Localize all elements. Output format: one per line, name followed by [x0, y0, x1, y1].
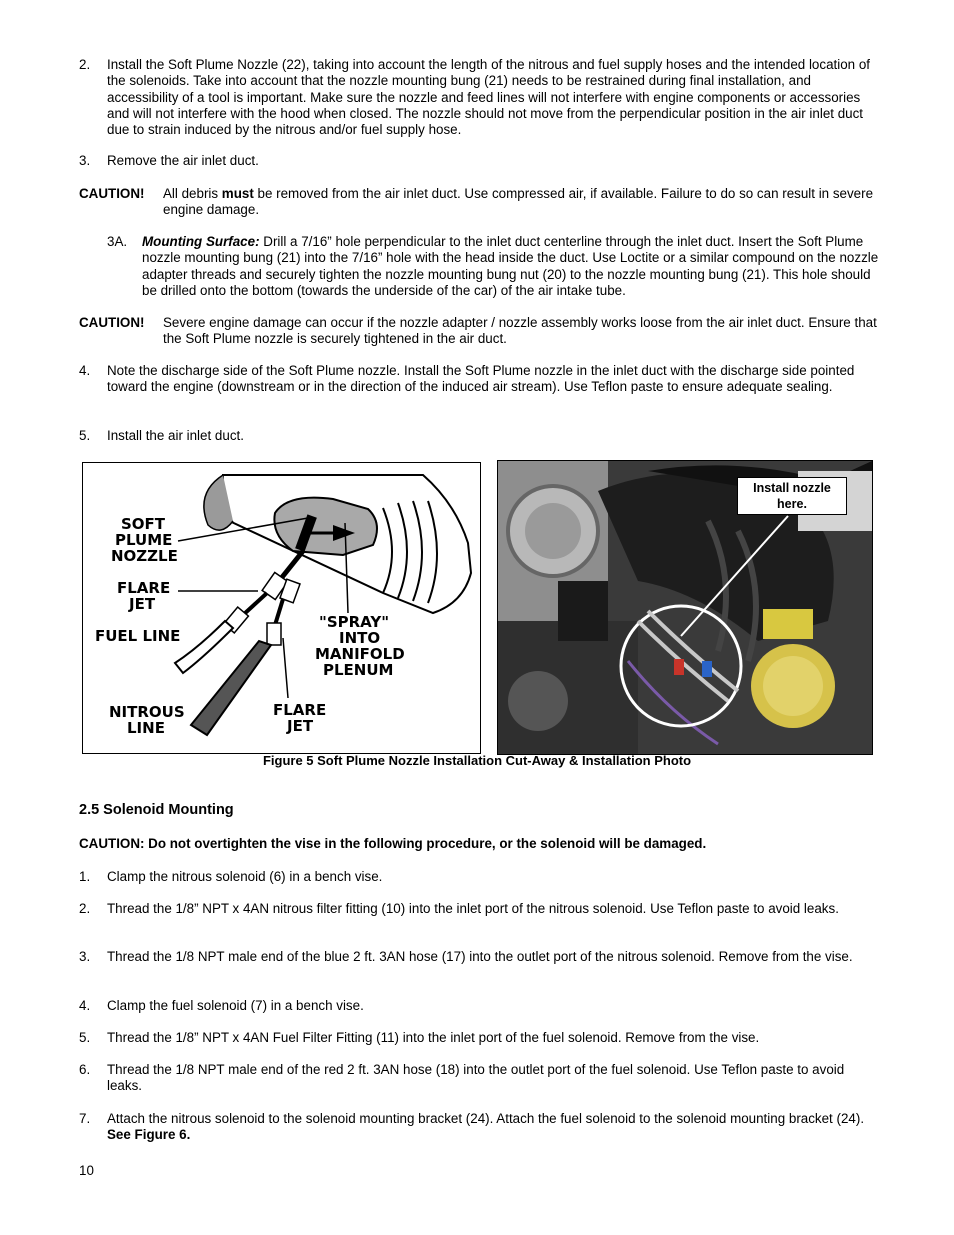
step-number: 4.	[79, 998, 91, 1013]
step-number: 3.	[79, 949, 91, 964]
step-number: 2.	[79, 901, 91, 916]
item-text: Install the Soft Plume Nozzle (22), taking into account the length of the nitrous and fuel supply hoses and the intended location of the solenoids. Take into account that the nozzle mounting bung (21) needs to be restrained during final installation, and accessibility of a tool is important. Make sure the nozzle and feed lines will not interfere with engine components or accessories and will not interfere with the hood when closed. The nozzle should not move from the perpendicular position in the air inlet duct due to strain induced by the nitrous and/or fuel supply hose.	[107, 57, 871, 138]
label-manifold: MANIFOLD	[315, 645, 405, 663]
step-number: 7.	[79, 1111, 91, 1126]
label-jet-b: JET	[287, 717, 314, 735]
item-text: Mounting Surface: Drill a 7/16” hole perpendicular to the inlet duct centerline through the inlet duct. Insert the Soft Plume nozzle mounting bung (21) into the 7/16” hole with the head inside the duct. Use Loctite or a similar compound on the nozzle adapter threads and securely tighten the nozzle mounting bung nut (20) to the nozzle mounting bung (21). This hole should be drilled onto the bottom (towards the underside of the car) of the air intake tube.	[142, 234, 879, 298]
item-number: 2.	[79, 57, 91, 72]
step-text: Clamp the nitrous solenoid (6) in a bench vise.	[107, 869, 383, 884]
item-text: Note the discharge side of the Soft Plume nozzle. Install the Soft Plume nozzle in the inlet duct with the discharge side pointed toward the engine (downstream or in the direction of the induced air stream). Use Teflon paste to ensure adequate sealing.	[107, 363, 855, 395]
step-text: Thread the 1/8 NPT male end of the blue 2 ft. 3AN hose (17) into the outlet port of the nitrous solenoid. Remove from the vise.	[107, 949, 853, 964]
label-flare: FLARE	[117, 579, 171, 597]
cutaway-diagram	[82, 462, 481, 754]
caution-text: Severe engine damage can occur if the nozzle adapter / nozzle assembly works loose from the air inlet duct. Ensure that the Soft Plume nozzle is securely tightened in the air duct.	[163, 315, 877, 347]
step-text: Thread the 1/8 NPT male end of the red 2 ft. 3AN hose (18) into the outlet port of the fuel solenoid. Use Teflon paste to avoid leaks.	[107, 1062, 845, 1094]
step-text: Thread the 1/8” NPT x 4AN Fuel Filter Fitting (11) into the inlet port of the fuel solenoid. Remove from the vise.	[107, 1030, 760, 1045]
label-nozzle: NOZZLE	[111, 547, 178, 565]
label-spray: "SPRAY"	[319, 613, 390, 631]
item-number: 3A.	[107, 234, 128, 249]
section-title: 2.5 Solenoid Mounting	[79, 802, 234, 818]
figure-caption: Figure 5 Soft Plume Nozzle Installation Cut-Away & Installation Photo	[262, 753, 692, 768]
item-number: 5.	[79, 428, 91, 443]
step-text: Thread the 1/8” NPT x 4AN nitrous filter fitting (10) into the inlet port of the nitrous solenoid. Use Teflon paste to avoid leaks.	[107, 901, 839, 916]
label-plenum: PLENUM	[323, 661, 394, 679]
item-number: 3.	[79, 153, 91, 168]
step-text: Clamp the fuel solenoid (7) in a bench vise.	[107, 998, 364, 1013]
item-text: Install the air inlet duct.	[107, 428, 244, 443]
caution-label: CAUTION!	[79, 186, 145, 201]
page-number: 10	[79, 1163, 94, 1178]
step-number: 1.	[79, 869, 91, 884]
step-number: 5.	[79, 1030, 91, 1045]
label-line: LINE	[127, 719, 165, 737]
label-into: INTO	[339, 629, 381, 647]
step-text: Attach the nitrous solenoid to the solenoid mounting bracket (24). Attach the fuel solenoid to the solenoid mounting bracket (24). See Figure 6.	[107, 1111, 865, 1143]
label-nitrous: NITROUS	[109, 703, 185, 721]
label-plume: PLUME	[115, 531, 173, 549]
cutaway-drawing	[83, 463, 480, 753]
caution-bold: CAUTION: Do not overtighten the vise in the following procedure, or the solenoid will be damaged.	[79, 836, 707, 851]
label-flare-b: FLARE	[273, 701, 327, 719]
label-fuel-line: FUEL LINE	[95, 627, 181, 645]
label-soft: SOFT	[121, 515, 166, 533]
item-number: 4.	[79, 363, 91, 378]
caution-label: CAUTION!	[79, 315, 145, 330]
install-callout: Install nozzle here.	[737, 477, 847, 515]
label-jet: JET	[129, 595, 156, 613]
caution-text: All debris must be removed from the air inlet duct. Use compressed air, if available. Failure to do so can result in severe engine damage.	[163, 186, 874, 218]
item-text: Remove the air inlet duct.	[107, 153, 259, 168]
step-number: 6.	[79, 1062, 91, 1077]
